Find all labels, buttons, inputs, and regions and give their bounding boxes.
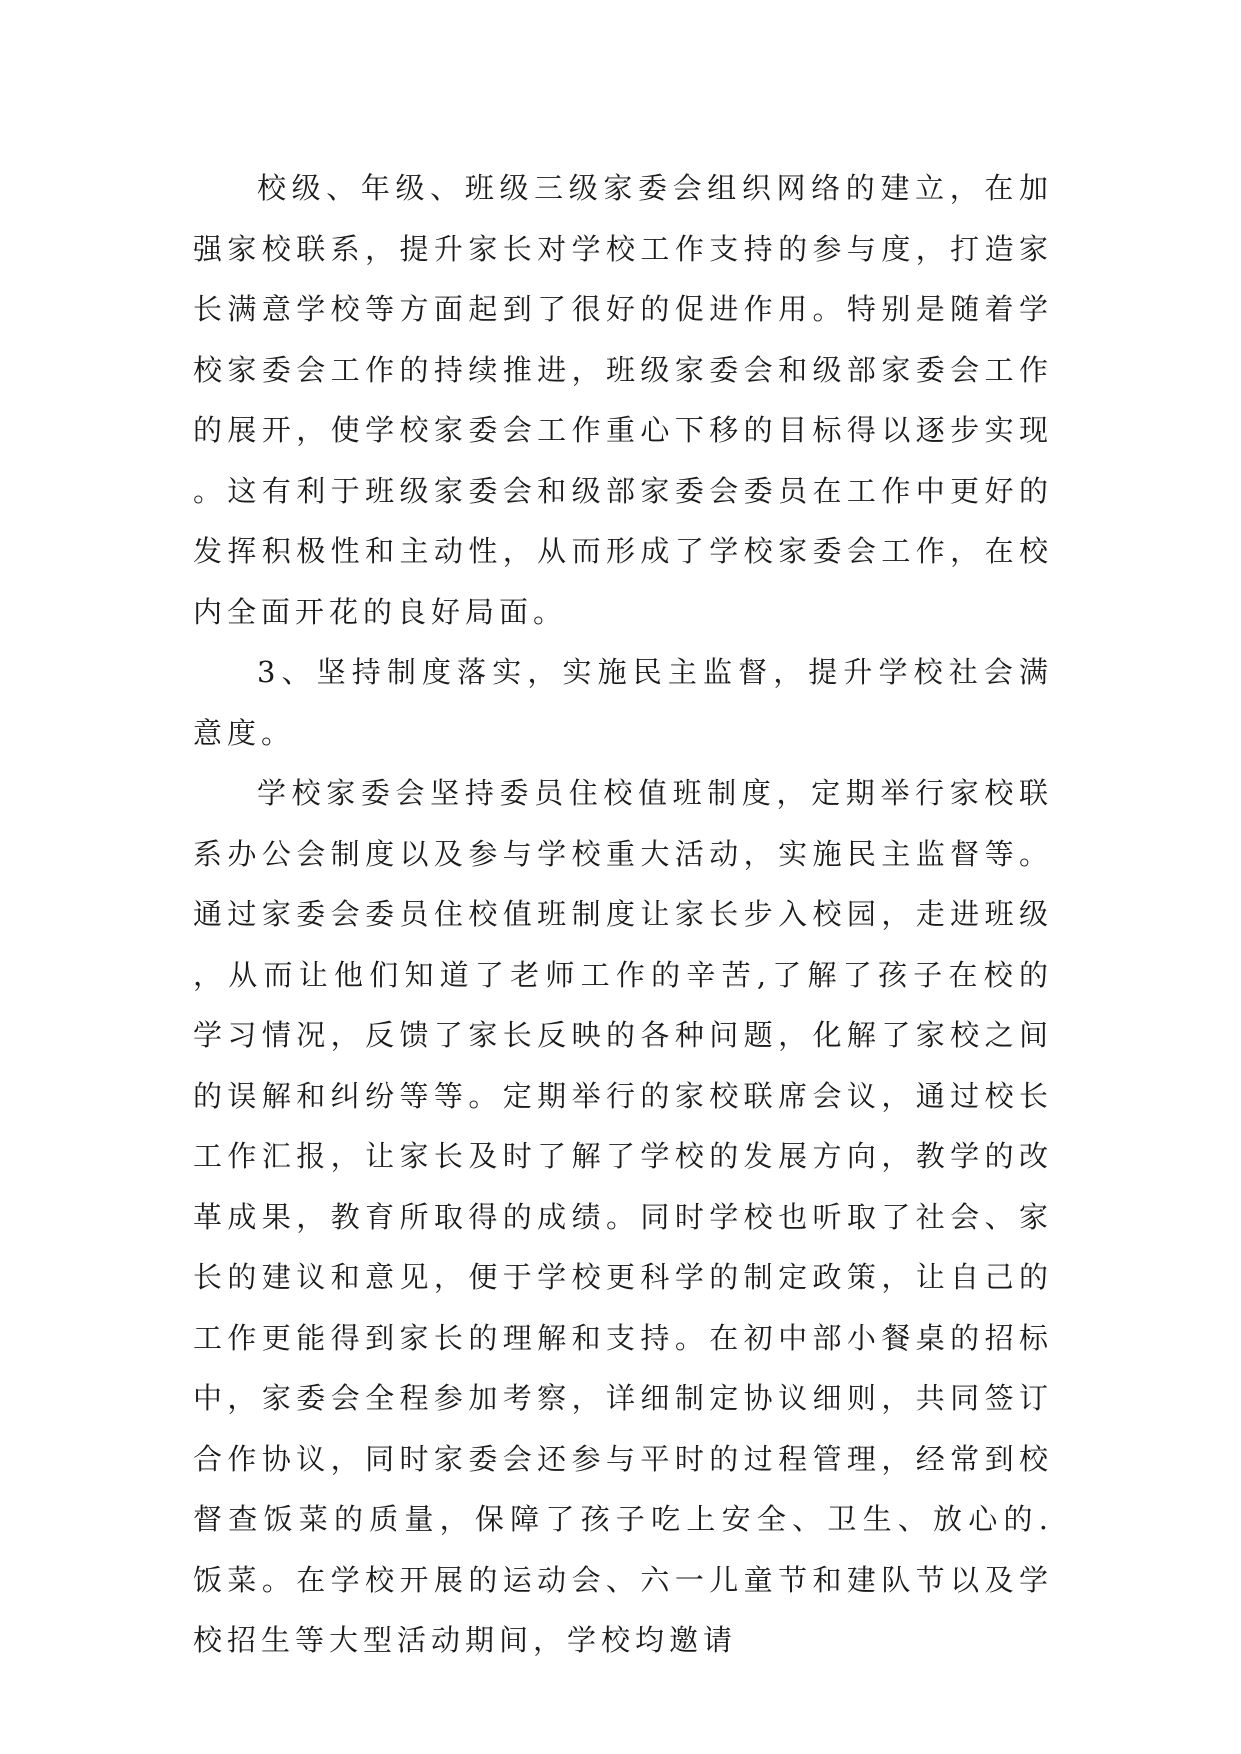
paragraph-network-building: 校级、年级、班级三级家委会组织网络的建立，在加强家校联系，提升家长对学校工作支持的参与度，打造家长满意学校等方面起到了很好的促进作用。特别是随着学校家委会工作的持续推进，班级家委会和级部家委会工作的展开，使学校家委会工作重心下移的目标得以逐步实现。这有利于班级家委会和级部家委会委员在工作中更好的发挥积极性和主动性，从而形成了学校家委会工作，在校内全面开花的良好局面。 (193, 171, 1053, 629)
paragraph-democratic-supervision: 学校家委会坚持委员住校值班制度，定期举行家校联系办公会制度以及参与学校重大活动，实施民主监督等。通过家委会委员住校值班制度让家长步入校园，走进班级，从而让他们知道了老师工作的辛苦,了解了孩子在校的学习情况，反馈了家长反映的各种问题，化解了家校之间的误解和纠纷等等。定期举行的家校联席会议，通过校长工作汇报，让家长及时了解了学校的发展方向，教学的改革成果，教育所取得的成绩。同时学校也听取了社会、家长的建议和意见，便于学校更科学的制定政策，让自己的工作更能得到家长的理解和支持。在初中部小餐桌的招标中，家委会全程参加考察，详细制定协议细则，共同签订合作协议，同时家委会还参与平时的过程管理，经常到校督查饭菜的质量，保障了孩子吃上安全、卫生、放心的.饭菜。在学校开展的运动会、六一儿童节和建队节以及学校招生等大型活动期间，学校均邀请 (193, 776, 1053, 1657)
paragraph-section-heading-3: 3、坚持制度落实，实施民主监督，提升学校社会满意度。 (193, 655, 1053, 750)
document-body (193, 158, 1053, 1671)
